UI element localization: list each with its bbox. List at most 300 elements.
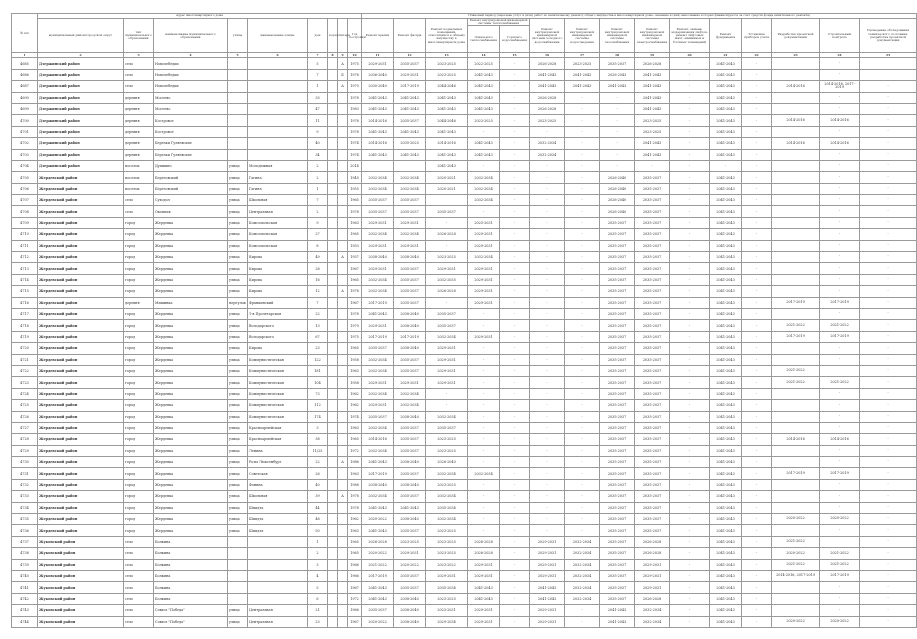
table-cell: 8: [308, 240, 328, 251]
table-cell: -: [468, 206, 500, 217]
table-cell: -: [500, 195, 530, 206]
table-cell: Жердевка: [154, 468, 228, 479]
table-cell: -: [860, 422, 917, 433]
table-row: [12, 548, 917, 559]
table-cell: -: [820, 195, 860, 206]
table-cell: 2029-2031: [468, 240, 500, 251]
table-cell: -: [820, 263, 860, 274]
table-row: [12, 58, 917, 69]
table-cell: -: [670, 343, 710, 354]
table-cell: 2035-2037: [362, 343, 394, 354]
table-cell: -: [670, 149, 710, 160]
table-cell: -: [500, 115, 530, 126]
table-cell: [338, 605, 348, 616]
table-cell: Жердевка: [154, 525, 228, 536]
table-cell: 1967: [348, 297, 362, 308]
table-cell: 2035-2037: [635, 343, 670, 354]
table-cell: [338, 160, 348, 171]
table-cell: [338, 331, 348, 342]
table-cell: -: [670, 172, 710, 183]
table-cell: Жердевский район: [38, 514, 124, 525]
table-cell: -: [742, 559, 772, 570]
table-cell: -: [860, 570, 917, 581]
table-cell: -: [565, 309, 600, 320]
table-cell: улица: [228, 457, 248, 468]
table-cell: -: [742, 514, 772, 525]
table-cell: -: [860, 274, 917, 285]
table-cell: 2023-2025: [426, 525, 468, 536]
table-cell: -: [670, 206, 710, 217]
header-num: № п/п: [12, 14, 38, 53]
table-cell: село: [124, 605, 154, 616]
table-cell: -: [468, 502, 500, 513]
table-cell: 2041-2043: [362, 149, 394, 160]
table-cell: 2032-2034: [468, 252, 500, 263]
table-cell: 2: [308, 160, 328, 171]
table-cell: 4741: [12, 582, 38, 593]
table-cell: 2029-2031: [468, 286, 500, 297]
table-cell: -: [500, 274, 530, 285]
table-cell: 1945: [348, 172, 362, 183]
table-cell: -: [635, 160, 670, 171]
table-cell: -: [500, 149, 530, 160]
table-cell: -: [600, 103, 635, 114]
table-cell: Жердевский район: [38, 240, 124, 251]
table-cell: 4732: [12, 479, 38, 490]
table-cell: 2041-2043: [565, 81, 600, 92]
table-cell: [338, 502, 348, 513]
table-cell: -: [670, 411, 710, 422]
table-cell: [328, 309, 338, 320]
table-row: [12, 434, 917, 445]
table-cell: -: [565, 354, 600, 365]
table-cell: 2041-2043: [710, 502, 742, 513]
table-cell: 2041-2043: [710, 103, 742, 114]
table-cell: [338, 320, 348, 331]
table-cell: 2035-2037: [394, 58, 426, 69]
table-cell: -: [742, 570, 772, 581]
table-cell: [328, 183, 338, 194]
table-cell: 2041-2043: [394, 126, 426, 137]
table-cell: село: [124, 58, 154, 69]
table-cell: 2041-2043: [426, 103, 468, 114]
table-cell: 2041-2043: [394, 149, 426, 160]
table-cell: 2041-2043: [710, 92, 742, 103]
table-cell: -: [500, 365, 530, 376]
table-row: [12, 422, 917, 433]
table-cell: А: [338, 81, 348, 92]
table-cell: -: [860, 400, 917, 411]
table-cell: Шпидта: [248, 514, 308, 525]
table-cell: -: [820, 206, 860, 217]
table-cell: А: [338, 491, 348, 502]
column-number: 5: [228, 53, 248, 58]
table-cell: 2035-2037: [394, 445, 426, 456]
table-cell: -: [468, 457, 500, 468]
header-other: Проведение обследования технического состояния, разработка проектной документации: [860, 19, 917, 53]
table-cell: 2029-2031: [362, 377, 394, 388]
table-cell: 2029-2031: [426, 570, 468, 581]
table-cell: 2035-2037: [394, 422, 426, 433]
table-cell: город: [124, 252, 154, 263]
table-cell: -: [742, 593, 772, 604]
table-cell: улица: [228, 343, 248, 354]
table-cell: Центральная: [248, 605, 308, 616]
table-cell: 1974: [348, 149, 362, 160]
table-cell: 2021-2022: [772, 536, 820, 547]
column-number: 11: [362, 53, 394, 58]
table-cell: -: [500, 103, 530, 114]
table-cell: 2035-2037: [362, 605, 394, 616]
header-lift: Ремонт, замена, модернизация лифтов, ремонт лифтовых шахт, машинных и блочных помещений: [670, 19, 710, 53]
table-cell: 1963: [348, 365, 362, 376]
table-cell: 2035-2037: [635, 286, 670, 297]
table-cell: 2017-2019: [394, 81, 426, 92]
table-cell: 2032-2034: [362, 365, 394, 376]
table-cell: 2038-2040: [394, 411, 426, 422]
table-cell: -: [670, 195, 710, 206]
table-cell: 2038-2040: [362, 479, 394, 490]
table-cell: -: [500, 252, 530, 263]
table-cell: [772, 274, 820, 285]
table-cell: 2021-2022: [362, 559, 394, 570]
table-cell: 2041-2043: [710, 514, 742, 525]
table-cell: 2: [308, 172, 328, 183]
table-cell: 4740: [12, 570, 38, 581]
table-cell: -: [468, 445, 500, 456]
table-cell: 2014-2016: [772, 434, 820, 445]
table-cell: 2041-2043: [710, 468, 742, 479]
table-cell: 2020-2022: [362, 616, 394, 627]
table-cell: Жердевка: [154, 365, 228, 376]
table-cell: -: [500, 605, 530, 616]
table-cell: Коммунистическая: [248, 365, 308, 376]
table-cell: Красноармейская: [248, 434, 308, 445]
table-cell: 2035-2037: [394, 297, 426, 308]
table-cell: 2032-2034: [426, 491, 468, 502]
table-cell: Новолебедки: [154, 69, 228, 80]
table-cell: А: [338, 457, 348, 468]
column-number: 4: [154, 53, 228, 58]
table-cell: село: [124, 559, 154, 570]
table-cell: -: [670, 286, 710, 297]
table-cell: -: [600, 138, 635, 149]
table-cell: 2029-2031: [530, 570, 565, 581]
table-cell: 2023-2025: [426, 445, 468, 456]
table-cell: 2023-2025: [468, 115, 500, 126]
table-cell: -: [670, 605, 710, 616]
table-cell: деревня: [124, 115, 154, 126]
table-cell: село: [124, 582, 154, 593]
table-cell: 2041-2043: [710, 536, 742, 547]
table-cell: 2029-2031: [530, 548, 565, 559]
table-cell: 1966: [348, 605, 362, 616]
table-cell: Болкина: [154, 536, 228, 547]
column-number: 3: [124, 53, 154, 58]
table-cell: 2023-2025: [426, 593, 468, 604]
table-cell: 4738: [12, 548, 38, 559]
table-cell: 4712: [12, 252, 38, 263]
table-cell: улица: [228, 616, 248, 627]
table-cell: [820, 365, 860, 376]
table-cell: 2029-2031: [530, 616, 565, 627]
table-cell: 1979: [348, 320, 362, 331]
table-cell: -: [820, 605, 860, 616]
table-cell: 2041-2043: [426, 149, 468, 160]
table-cell: -: [742, 479, 772, 490]
table-cell: 2020-2022: [820, 616, 860, 627]
table-cell: 67: [308, 331, 328, 342]
table-cell: 2041-2043: [362, 582, 394, 593]
table-cell: -: [670, 92, 710, 103]
table-cell: -: [860, 559, 917, 570]
table-cell: 2029-2031: [394, 548, 426, 559]
table-cell: 3: [308, 559, 328, 570]
table-cell: -: [820, 491, 860, 502]
table-cell: 4705: [12, 172, 38, 183]
table-cell: 23: [308, 343, 328, 354]
column-number: 23: [772, 53, 820, 58]
table-cell: -: [742, 195, 772, 206]
table-cell: -: [742, 616, 772, 627]
table-cell: -: [670, 514, 710, 525]
table-cell: 2017-2019: [362, 331, 394, 342]
table-cell: 4: [308, 570, 328, 581]
table-cell: 2026-2028: [530, 92, 565, 103]
table-cell: [338, 445, 348, 456]
table-cell: 2014-2016: [362, 115, 394, 126]
table-cell: 1975: [348, 331, 362, 342]
table-cell: Дзержинский район: [38, 92, 124, 103]
table-row: [12, 491, 917, 502]
table-cell: 2035-2037: [635, 320, 670, 331]
table-cell: [338, 138, 348, 149]
table-cell: Жердевка: [154, 422, 228, 433]
table-cell: 2038-2040: [394, 343, 426, 354]
table-cell: [338, 570, 348, 581]
table-cell: -: [500, 240, 530, 251]
table-cell: 1-я Пролетарская: [248, 309, 308, 320]
table-cell: -: [500, 138, 530, 149]
table-cell: -: [742, 286, 772, 297]
table-cell: -: [670, 274, 710, 285]
table-cell: -: [860, 582, 917, 593]
table-cell: 2041-2043: [710, 582, 742, 593]
table-cell: Березовский: [154, 172, 228, 183]
table-cell: -: [820, 457, 860, 468]
table-cell: 4710: [12, 229, 38, 240]
table-cell: -: [742, 81, 772, 92]
table-cell: -: [670, 81, 710, 92]
table-cell: -: [742, 343, 772, 354]
table-cell: 3: [308, 422, 328, 433]
table-cell: [772, 388, 820, 399]
table-cell: Жердевский район: [38, 252, 124, 263]
table-cell: Жердевский район: [38, 297, 124, 308]
table-cell: -: [670, 103, 710, 114]
table-cell: [772, 92, 820, 103]
table-cell: -: [670, 536, 710, 547]
table-cell: 2029-2031: [426, 377, 468, 388]
table-cell: [328, 195, 338, 206]
table-cell: 2041-2043: [530, 582, 565, 593]
table-cell: 2014-2016: [772, 138, 820, 149]
table-cell: -: [600, 149, 635, 160]
table-cell: А: [338, 286, 348, 297]
table-cell: [338, 309, 348, 320]
table-cell: 2035-2037: [426, 422, 468, 433]
table-cell: улица: [228, 252, 248, 263]
table-cell: 4742: [12, 593, 38, 604]
table-cell: 4727: [12, 422, 38, 433]
table-cell: [338, 263, 348, 274]
table-cell: [772, 479, 820, 490]
table-cell: [328, 365, 338, 376]
table-cell: -: [670, 240, 710, 251]
table-cell: -: [530, 274, 565, 285]
table-cell: -: [860, 286, 917, 297]
table-cell: -: [565, 149, 600, 160]
table-cell: 2035-2037: [600, 343, 635, 354]
table-row: [12, 411, 917, 422]
table-cell: [338, 388, 348, 399]
table-cell: [248, 81, 308, 92]
table-cell: 2041-2043: [710, 286, 742, 297]
table-cell: -: [530, 195, 565, 206]
table-cell: -: [565, 286, 600, 297]
table-cell: Жердевский район: [38, 320, 124, 331]
table-cell: А: [338, 252, 348, 263]
table-cell: [772, 252, 820, 263]
table-cell: [338, 422, 348, 433]
table-cell: -: [565, 172, 600, 183]
header-foundation: Ремонт фундамента: [710, 19, 742, 53]
table-cell: улица: [228, 274, 248, 285]
table-cell: 2035-2037: [635, 195, 670, 206]
table-cell: село: [124, 593, 154, 604]
table-cell: 2026-2043: [600, 69, 635, 80]
table-cell: улица: [228, 445, 248, 456]
table-cell: 2021-2022: [772, 559, 820, 570]
table-cell: 2041-2043: [710, 411, 742, 422]
table-cell: Дзержинский район: [38, 115, 124, 126]
table-cell: -: [565, 491, 600, 502]
table-cell: 2029-2031: [635, 559, 670, 570]
table-cell: -: [742, 582, 772, 593]
table-cell: -: [670, 457, 710, 468]
table-cell: -: [530, 252, 565, 263]
table-cell: 1970: [348, 81, 362, 92]
table-cell: улица: [228, 206, 248, 217]
table-cell: [248, 548, 308, 559]
table-cell: -: [820, 445, 860, 456]
table-cell: улица: [228, 422, 248, 433]
table-cell: 2017-2019: [820, 331, 860, 342]
table-cell: [328, 400, 338, 411]
table-cell: -: [500, 69, 530, 80]
table-cell: [328, 297, 338, 308]
table-cell: 2023-2025: [565, 58, 600, 69]
table-cell: [772, 491, 820, 502]
table-cell: 2029-2031: [426, 343, 468, 354]
table-cell: [772, 309, 820, 320]
table-cell: -: [565, 434, 600, 445]
header-heat-group: Ремонт внутридомовой инженерной системы теплоснабжения: [468, 19, 530, 26]
table-cell: 1958: [348, 354, 362, 365]
table-cell: Жердевка: [154, 491, 228, 502]
table-cell: улица: [228, 331, 248, 342]
table-cell: -: [530, 457, 565, 468]
table-cell: -: [860, 183, 917, 194]
table-cell: Мосеево: [154, 92, 228, 103]
table-cell: -: [670, 616, 710, 627]
table-cell: 2014-2016: [820, 115, 860, 126]
table-cell: 2029-2031: [468, 297, 500, 308]
table-cell: Жердевский район: [38, 172, 124, 183]
table-row: [12, 252, 917, 263]
table-cell: -: [530, 365, 565, 376]
table-cell: [228, 149, 248, 160]
table-row: [12, 343, 917, 354]
table-cell: 2035-2037: [635, 206, 670, 217]
table-cell: 2041-2043: [635, 92, 670, 103]
table-cell: -: [742, 92, 772, 103]
table-cell: 2029-2031: [530, 605, 565, 616]
table-cell: -: [860, 229, 917, 240]
table-cell: 112: [308, 400, 328, 411]
table-cell: -: [426, 297, 468, 308]
table-cell: [772, 343, 820, 354]
table-cell: 2035-2037: [600, 354, 635, 365]
table-cell: Жердевский район: [38, 377, 124, 388]
table-cell: 2038-2040: [394, 457, 426, 468]
table-row: [12, 570, 917, 581]
table-cell: Жуковский район: [38, 616, 124, 627]
table-cell: улица: [228, 160, 248, 171]
header-meters: Установка приборов учета: [742, 19, 772, 53]
table-cell: Гагина: [248, 172, 308, 183]
table-cell: -: [468, 309, 500, 320]
table-cell: 2041-2043: [710, 548, 742, 559]
table-cell: [328, 58, 338, 69]
table-cell: улица: [228, 479, 248, 490]
table-cell: -: [860, 536, 917, 547]
table-cell: 2035-2037: [635, 479, 670, 490]
table-cell: 2041-2043: [710, 388, 742, 399]
table-cell: Жердевский район: [38, 400, 124, 411]
table-cell: 2032-2034: [394, 229, 426, 240]
table-cell: город: [124, 525, 154, 536]
table-cell: -: [530, 434, 565, 445]
table-cell: 2035-2037: [394, 274, 426, 285]
table-cell: -: [742, 138, 772, 149]
table-cell: [328, 377, 338, 388]
table-cell: 1978: [348, 286, 362, 297]
table-cell: Мосеево: [154, 103, 228, 114]
table-cell: 2023-2025: [426, 69, 468, 80]
table-row: [12, 514, 917, 525]
table-cell: [772, 593, 820, 604]
table-cell: 2041-2043: [710, 172, 742, 183]
table-cell: -: [670, 479, 710, 490]
table-cell: -: [500, 229, 530, 240]
table-cell: Суходол: [154, 195, 228, 206]
table-cell: -: [468, 434, 500, 445]
table-cell: [338, 183, 348, 194]
table-cell: 2032-2034: [362, 388, 394, 399]
header-basement: Ремонт подвальных помещений, относящихся к общему имуществу в многоквартирном доме: [426, 19, 468, 53]
table-cell: 2035-2037: [600, 274, 635, 285]
